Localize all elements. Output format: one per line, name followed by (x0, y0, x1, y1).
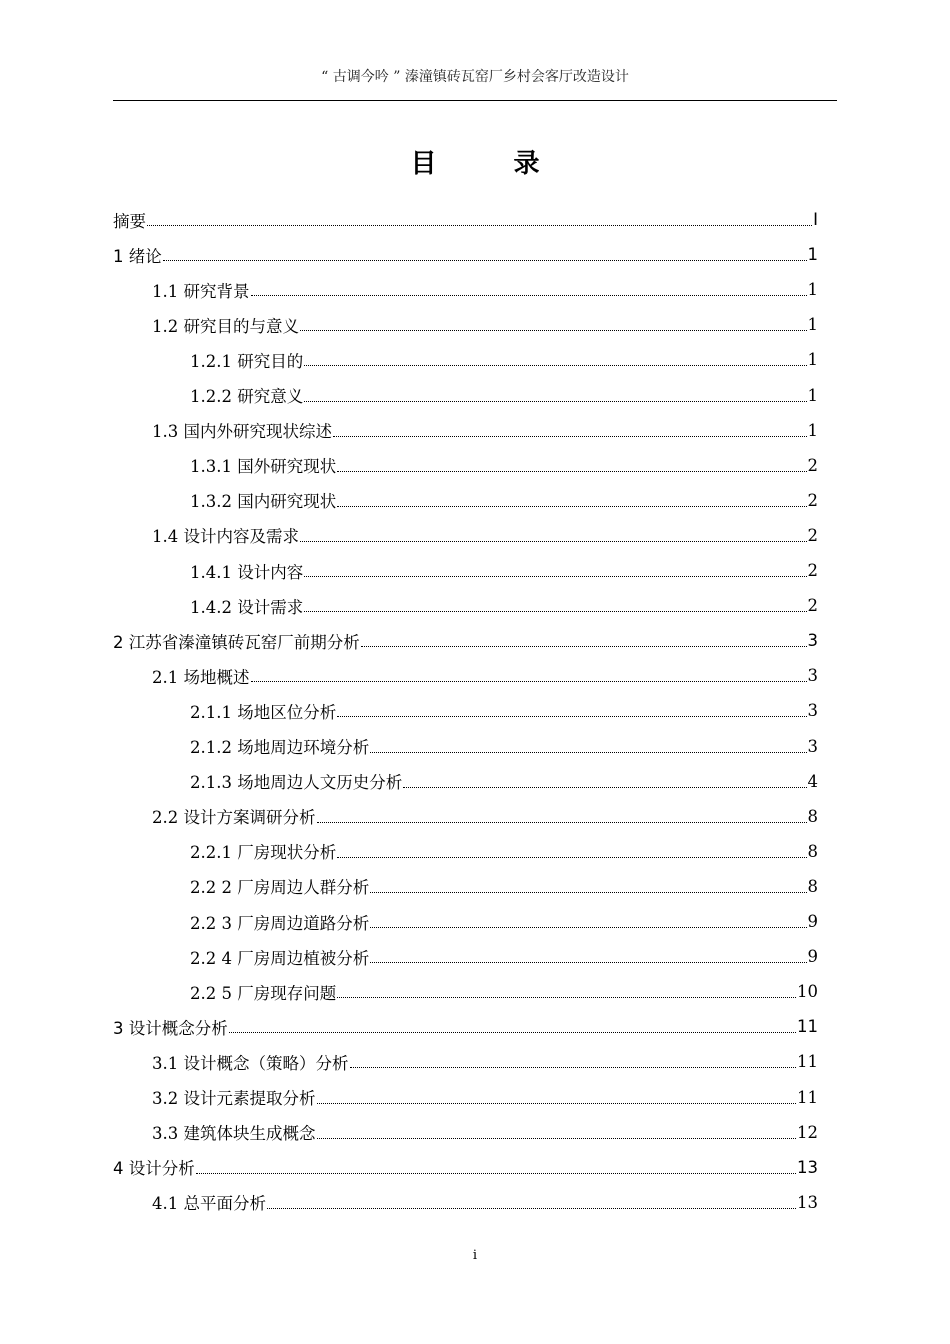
page-title: 目 录 (410, 149, 574, 179)
toc-entry-page: 13 (797, 1192, 818, 1212)
page-number: i (472, 1248, 478, 1263)
toc-entry-page: 9 (807, 947, 818, 967)
toc-entry[interactable] (152, 1080, 818, 1115)
toc-entry-page: 2 (807, 525, 818, 545)
toc-entry-title: 2.1.3 场地周边人文历史分析 (190, 773, 403, 793)
toc-entry-title: 1 绪论 (113, 246, 162, 266)
toc-entry[interactable] (190, 448, 818, 483)
toc-entry[interactable] (190, 764, 818, 799)
toc-entry-title: 2.2 4 厂房周边植被分析 (190, 948, 370, 968)
toc-entry-page: 1 (807, 245, 818, 265)
toc-entry-title: 1.2.2 研究意义 (190, 387, 304, 406)
toc-entry[interactable] (152, 1115, 818, 1150)
toc-dot-leader (370, 962, 806, 963)
toc-entry-page: 8 (807, 806, 818, 826)
toc-entry-page: 1 (807, 315, 818, 335)
toc-entry-page: 1 (807, 280, 818, 300)
toc-dot-leader (337, 997, 796, 998)
toc-entry[interactable] (152, 413, 818, 448)
toc-entry[interactable] (190, 974, 818, 1009)
toc-dot-leader (370, 927, 806, 928)
toc-entry-page: 1 (807, 350, 818, 370)
toc-dot-leader (229, 1032, 796, 1033)
toc-dot-leader (304, 365, 806, 366)
toc-dot-leader (370, 892, 806, 893)
toc-dot-leader (337, 506, 806, 507)
toc-entry-page: 8 (807, 841, 818, 861)
toc-entry[interactable] (113, 1150, 818, 1185)
toc-entry[interactable] (152, 1044, 818, 1079)
running-header: “ 古调今吟 ” 溱潼镇砖瓦窑厂乡村会客厅改造设计 (321, 69, 629, 85)
toc-dot-leader (147, 225, 812, 226)
toc-entry[interactable] (190, 834, 818, 869)
toc-entry-title: 1.2.1 研究目的 (190, 351, 304, 371)
toc-entry-title: 2.2 3 厂房周边道路分析 (190, 913, 370, 933)
toc-dot-leader (267, 1208, 796, 1209)
toc-entry-page: 11 (797, 1087, 818, 1107)
toc-dot-leader (300, 541, 807, 542)
toc-entry[interactable] (190, 693, 818, 728)
toc-dot-leader (361, 646, 807, 647)
toc-dot-leader (317, 1103, 797, 1104)
toc-dot-leader (403, 787, 806, 788)
toc-entry-page: 13 (797, 1157, 818, 1177)
toc-dot-leader (163, 260, 807, 261)
toc-entry-page: Ⅰ (813, 210, 818, 229)
toc-entry[interactable] (152, 799, 818, 834)
toc-entry-title: 2.2 设计方案调研分析 (152, 808, 316, 828)
toc-entry[interactable] (190, 869, 818, 904)
toc-entry-page: 2 (807, 455, 818, 475)
toc-entry-title: 2.2 2 厂房周边人群分析 (190, 878, 370, 898)
toc-entry-title: 1.4 设计内容及需求 (152, 527, 299, 547)
toc-entry-page: 9 (807, 912, 818, 931)
toc-dot-leader (304, 611, 806, 612)
toc-entry-page: 8 (807, 876, 818, 896)
header-rule (113, 100, 837, 101)
toc-entry-page: 3 (807, 736, 818, 756)
toc-entry[interactable] (190, 342, 818, 377)
toc-entry-title: 4.1 总平面分析 (152, 1194, 266, 1214)
toc-entry-title: 3 设计概念分析 (113, 1018, 228, 1038)
toc-entry-page: 4 (807, 771, 818, 791)
toc-entry-page: 10 (797, 982, 818, 1002)
toc-entry[interactable] (152, 307, 818, 342)
toc-entry-title: 2.1.2 场地周边环境分析 (190, 738, 370, 757)
toc-entry[interactable] (190, 588, 818, 623)
toc-dot-leader (317, 1138, 797, 1139)
toc-entry-page: 12 (797, 1122, 818, 1142)
toc-entry-page: 2 (807, 490, 818, 510)
toc-entry-page: 3 (807, 631, 818, 651)
toc-entry[interactable] (113, 202, 818, 237)
toc-entry-title: 1.4.2 设计需求 (190, 597, 304, 617)
toc-entry-page: 1 (807, 420, 818, 440)
toc-entry-title: 3.2 设计元素提取分析 (152, 1089, 316, 1108)
toc-entry-title: 1.4.1 设计内容 (190, 562, 304, 582)
toc-entry-title: 2.1 场地概述 (152, 667, 250, 687)
toc-entry[interactable] (113, 623, 818, 658)
toc-entry[interactable] (190, 483, 818, 518)
toc-entry-title: 1.1 研究背景 (152, 281, 250, 301)
toc-entry-page: 3 (807, 701, 818, 721)
toc-entry-title: 1.3.1 国外研究现状 (190, 457, 337, 477)
toc-entry-title: 3.1 设计概念（策略）分析 (152, 1053, 349, 1073)
toc-dot-leader (350, 1067, 797, 1068)
toc-entry[interactable] (190, 729, 818, 764)
toc-entry[interactable] (190, 939, 818, 974)
toc-entry-page: 3 (807, 666, 818, 686)
toc-entry[interactable] (152, 658, 818, 693)
toc-entry[interactable] (113, 237, 818, 272)
toc-dot-leader (317, 822, 807, 823)
toc-entry[interactable] (152, 1185, 818, 1220)
toc-entry[interactable] (152, 518, 818, 553)
toc-entry[interactable] (190, 553, 818, 588)
toc-entry-page: 11 (797, 1017, 818, 1037)
toc-dot-leader (333, 436, 807, 437)
toc-dot-leader (370, 752, 806, 753)
toc-entry-title: 1.2 研究目的与意义 (152, 316, 299, 336)
toc-dot-leader (337, 857, 806, 858)
toc-dot-leader (337, 471, 806, 472)
toc-entry-title: 1.3.2 国内研究现状 (190, 492, 337, 512)
toc-dot-leader (251, 295, 807, 296)
toc-dot-leader (304, 401, 806, 402)
toc-dot-leader (251, 681, 807, 682)
toc-entry[interactable] (190, 904, 818, 939)
toc-entry-title: 2.1.1 场地区位分析 (190, 702, 337, 722)
toc-entry[interactable] (152, 272, 818, 307)
toc-entry-title: 1.3 国内外研究现状综述 (152, 422, 332, 442)
toc-entry-title: 2.2 5 厂房现存问题 (190, 983, 337, 1003)
toc-entry-page: 2 (807, 561, 818, 580)
toc-entry-title: 2.2.1 厂房现状分析 (190, 843, 337, 863)
toc-entry-title: 4 设计分析 (113, 1159, 195, 1179)
toc-entry-title: 3.3 建筑体块生成概念 (152, 1124, 316, 1144)
toc-dot-leader (196, 1173, 796, 1174)
toc-entry-page: 1 (807, 385, 818, 405)
toc-dot-leader (337, 716, 806, 717)
toc-entry-title: 2 江苏省溱潼镇砖瓦窑厂前期分析 (113, 632, 360, 652)
toc-entry[interactable] (190, 378, 818, 413)
toc-dot-leader (304, 576, 806, 577)
toc-entry-title: 摘要 (113, 211, 146, 231)
toc-entry[interactable] (113, 1009, 818, 1044)
toc-entry-page: 2 (807, 596, 818, 616)
toc-entry-page: 11 (797, 1052, 818, 1072)
toc-dot-leader (300, 330, 807, 331)
